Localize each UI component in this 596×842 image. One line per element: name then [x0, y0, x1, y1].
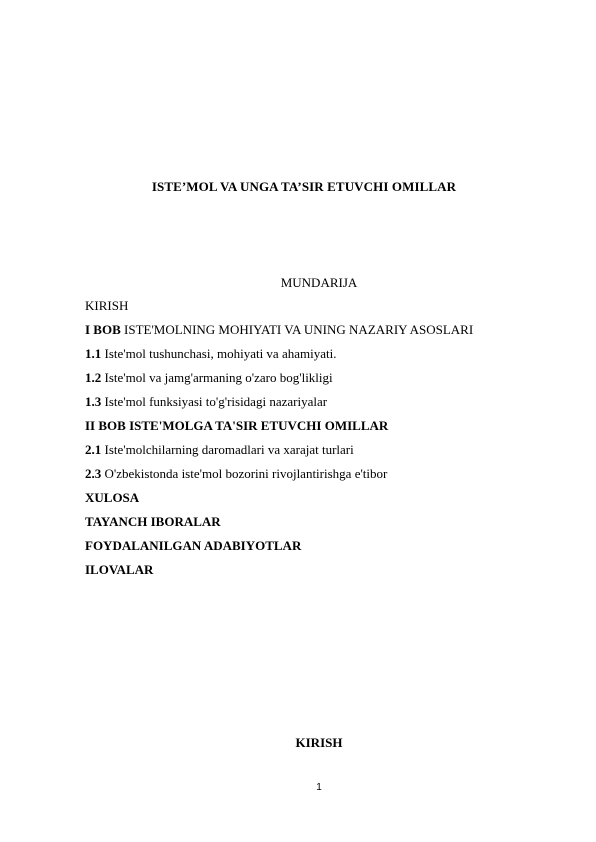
toc-item-chapter-2: II BOB ISTE'MOLGA TA'SIR ETUVCHI OMILLAR	[85, 418, 389, 433]
toc-item-1-1: 1.1 Iste'mol tushunchasi, mohiyati va ahamiyati.	[85, 346, 337, 361]
toc-item-tayanch-iboralar: TAYANCH IBORALAR	[85, 514, 221, 529]
toc-item-chapter-1: I BOB ISTE'MOLNING MOHIYATI VA UNING NAZARIY ASOSLARI	[85, 322, 474, 337]
toc-item-2-1: 2.1 Iste'molchilarning daromadlari va xarajat turlari	[85, 442, 354, 457]
toc-item-2-3: 2.3 O'zbekistonda iste'mol bozorini rivojlantirishga e'tibor	[85, 466, 388, 481]
section-heading: KIRISH	[295, 735, 343, 750]
table-of-contents	[85, 298, 473, 586]
toc-item-adabiyotlar: FOYDALANILGAN ADABIYOTLAR	[85, 538, 302, 553]
page-number: 1	[316, 782, 322, 793]
toc-heading: MUNDARIJA	[280, 275, 358, 290]
document-title: ISTE’MOL VA UNGA TA’SIR ETUVCHI OMILLAR	[151, 179, 457, 194]
toc-item-1-2: 1.2 Iste'mol va jamg'armaning o'zaro bog'likligi	[85, 370, 333, 385]
toc-item-kirish: KIRISH	[85, 298, 129, 313]
toc-item-1-3: 1.3 Iste'mol funksiyasi to'g'risidagi nazariyalar	[85, 394, 328, 409]
toc-item-ilovalar: ILOVALAR	[85, 562, 154, 577]
toc-item-xulosa: XULOSA	[85, 490, 140, 505]
